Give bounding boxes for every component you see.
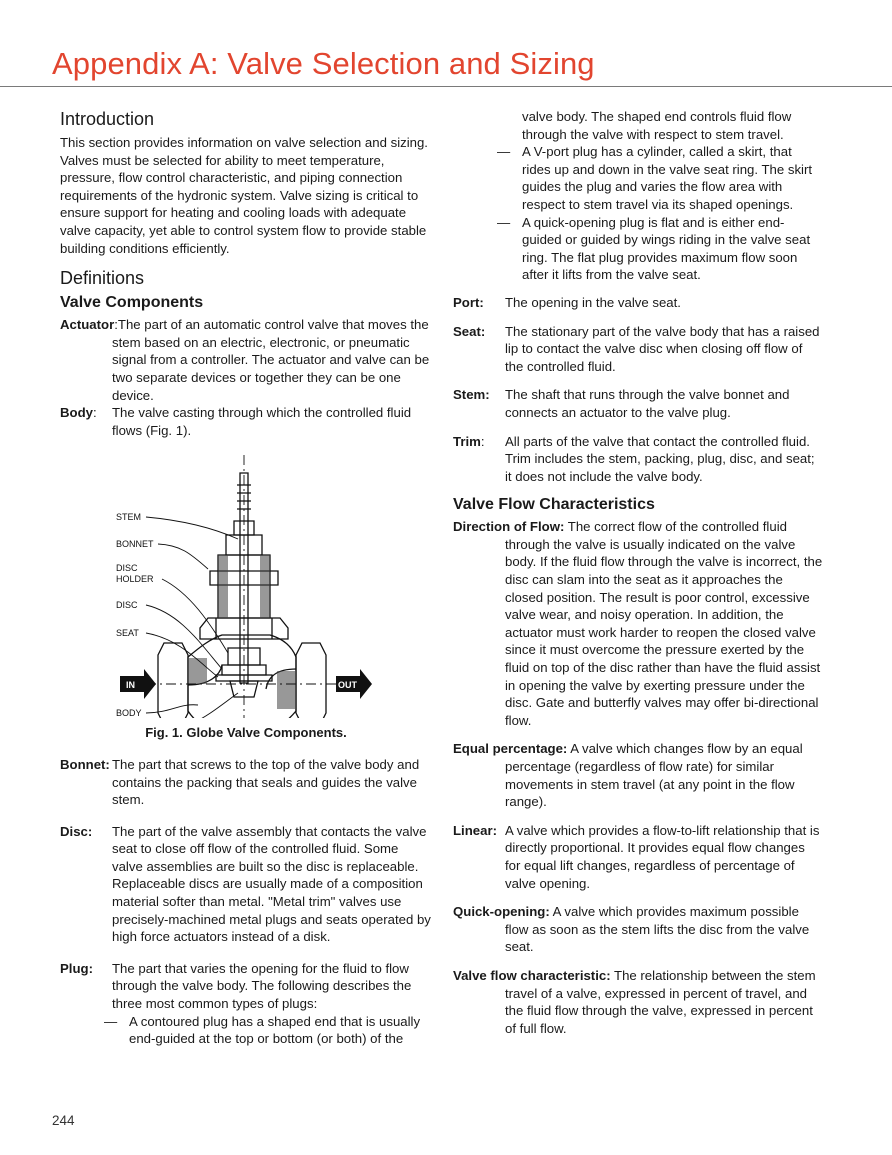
definition-seat bbox=[453, 323, 823, 376]
definition-plug bbox=[60, 960, 432, 1013]
term-bonnet: Bonnet: bbox=[60, 756, 110, 772]
term-equal-percentage: Equal percentage: bbox=[453, 741, 568, 757]
plug-type-item bbox=[453, 214, 823, 284]
definition-bonnet-text: The part that screws to the top of the valve body and contains the packing that seals and guides the valve stem. bbox=[112, 756, 420, 808]
title-divider bbox=[0, 86, 892, 87]
term-disc: Disc: bbox=[60, 823, 93, 839]
right-end-cap bbox=[296, 643, 326, 718]
plug-type-text: A quick-opening plug is flat and is either end-guided or guided by wings riding in the valve seat ring. The flat plug provides maximum flow soon after it lifts from the valve seat. bbox=[522, 214, 811, 283]
definition-linear bbox=[453, 822, 823, 892]
plug-type-item bbox=[453, 143, 823, 213]
definition-stem-text: The shaft that runs through the valve bonnet and connects an actuator to the valve plug. bbox=[505, 387, 790, 420]
definition-bonnet bbox=[60, 756, 432, 809]
definition-body bbox=[60, 404, 432, 439]
definition-trim-text: All parts of the valve that contact the controlled fluid. Trim includes the stem, packing, plug, disc, and seat; it does not include the valve body. bbox=[505, 433, 815, 484]
term-seat: Seat: bbox=[453, 323, 486, 339]
label-disc: DISC bbox=[116, 600, 138, 611]
term-direction-of-flow: Direction of Flow: bbox=[453, 519, 565, 535]
right-column bbox=[453, 108, 823, 1037]
label-disc-holder-2: HOLDER bbox=[116, 574, 154, 585]
definition-direction-text: The correct flow of the controlled fluid through the valve is usually indicated on the valve body. If the fluid flow through the valve is incorrect, the disc can slam into the seat as it approaches the closed position. The result is poor control, excessive valve wear, and noisy operation. In addition, the actuator must work harder to reopen the closed valve since it must overcome the pressure exerted by the fluid on top of the disc rather than have the fluid assist in opening the valve by exerting pressure under the disc. Gate and butterfly valves may offer bi-directional flow. bbox=[505, 519, 823, 728]
label-body: BODY bbox=[116, 708, 142, 719]
label-bonnet: BONNET bbox=[116, 539, 154, 550]
definition-port bbox=[453, 294, 823, 312]
definition-stem bbox=[453, 386, 823, 421]
label-in: IN bbox=[126, 680, 135, 691]
definition-port-text: The opening in the valve seat. bbox=[505, 294, 681, 310]
label-disc-holder-1: DISC bbox=[116, 563, 138, 574]
definition-linear-text: A valve which provides a flow-to-lift relationship that is directly proportional. It provides equal flow changes for equal lift changes, regardless of percentage of valve opening. bbox=[505, 822, 820, 891]
definition-seat-text: The stationary part of the valve body that has a raised lip to contact the valve disc when closing off flow of the controlled fluid. bbox=[505, 323, 820, 374]
introduction-heading: Introduction bbox=[60, 109, 155, 129]
term-quick-opening: Quick-opening: bbox=[453, 904, 550, 920]
definition-valve-flow-characteristic bbox=[453, 967, 823, 1037]
term-plug: Plug: bbox=[60, 960, 93, 976]
page-title: Appendix A: Valve Selection and Sizing bbox=[52, 46, 595, 81]
plug-type-text: A contoured plug has a shaped end that is usually end-guided at the top or bottom (or both) of the bbox=[129, 1013, 421, 1047]
definition-direction-of-flow bbox=[453, 518, 823, 729]
definition-quick-opening bbox=[453, 903, 823, 956]
plug-type-text: A V-port plug has a cylinder, called a skirt, that rides up and down in the valve seat ring. The skirt guides the plug and varies the flow area with respect to stem travel via its shaped openings. bbox=[522, 144, 813, 212]
left-end-cap bbox=[158, 643, 188, 718]
definition-disc-text: The part of the valve assembly that contacts the valve seat to close off flow of the controlled fluid. Some valve assemblies are built so the disc is replaceable. Replaceable discs are usually made of a composition material softer than metal. "Metal trim" valves use precisely-machined metal plugs and seats operated by high force actuators instead of a disk. bbox=[112, 823, 431, 945]
definition-equal-text: A valve which changes flow by an equal percentage (regardless of flow rate) for similar movements in stem travel (at any point in the flow range). bbox=[505, 741, 803, 810]
definition-trim bbox=[453, 433, 823, 486]
term-trim: Trim: bbox=[453, 433, 485, 449]
definition-equal-percentage bbox=[453, 740, 823, 810]
term-valve-flow-characteristic: Valve flow characteristic: bbox=[453, 967, 611, 983]
plug-continuation: valve body. The shaped end controls fluid flow through the valve with respect to stem travel. bbox=[522, 109, 792, 142]
definition-disc bbox=[60, 823, 432, 946]
term-actuator-sep: : bbox=[114, 317, 118, 333]
label-out: OUT bbox=[338, 680, 357, 691]
figure-caption: Fig. 1. Globe Valve Components. bbox=[145, 725, 347, 741]
definition-plug-text: The part that varies the opening for the fluid to flow through the valve body. The following describes the three most common types of plugs: bbox=[112, 960, 412, 1012]
term-body: Body: bbox=[60, 405, 97, 421]
valve-components-heading: Valve Components bbox=[60, 294, 204, 312]
term-actuator: Actuator bbox=[60, 317, 115, 333]
definitions-heading: Definitions bbox=[60, 268, 145, 289]
definition-characteristic-text: The relationship between the stem travel of a valve, expressed in percent of travel, and the fluid flow through the valve, expressed in percent of full flow. bbox=[505, 967, 816, 1036]
flow-characteristics-heading: Valve Flow Characteristics bbox=[453, 496, 655, 514]
dash-marker: — bbox=[497, 144, 511, 160]
term-linear: Linear: bbox=[453, 822, 497, 838]
label-seat: SEAT bbox=[116, 628, 139, 639]
left-column bbox=[60, 108, 432, 1048]
definition-actuator-text: The part of an automatic control valve that moves the stem based on an electric, electronic, or pneumatic signal from a controller. The actuator and valve can be two separate devices or together they can be one device. bbox=[112, 317, 430, 403]
dash-marker: — bbox=[104, 1013, 118, 1029]
globe-valve-diagram bbox=[60, 443, 432, 718]
introduction-text: This section provides information on valve selection and sizing. Valves must be selected for ability to meet temperature, pressure, flow control characteristic, and piping connection requirements of the hydronic system. Valve sizing is critical to ensure support for heating and cooling loads with adequate valve capacity, yet able to control system flow to provide stable building conditions efficiently. bbox=[60, 135, 428, 256]
term-port: Port: bbox=[453, 294, 484, 310]
plug-type-item bbox=[60, 1013, 432, 1048]
definition-quick-text: A valve which provides maximum possible flow as soon as the stem lifts the disc from the valve seat. bbox=[505, 904, 810, 955]
page-number: 244 bbox=[52, 1113, 75, 1128]
definition-actuator bbox=[60, 316, 432, 404]
dash-marker: — bbox=[497, 214, 511, 230]
definition-body-text: The valve casting through which the controlled fluid flows (Fig. 1). bbox=[112, 405, 412, 438]
label-stem: STEM bbox=[116, 512, 142, 523]
term-stem: Stem: bbox=[453, 387, 490, 403]
